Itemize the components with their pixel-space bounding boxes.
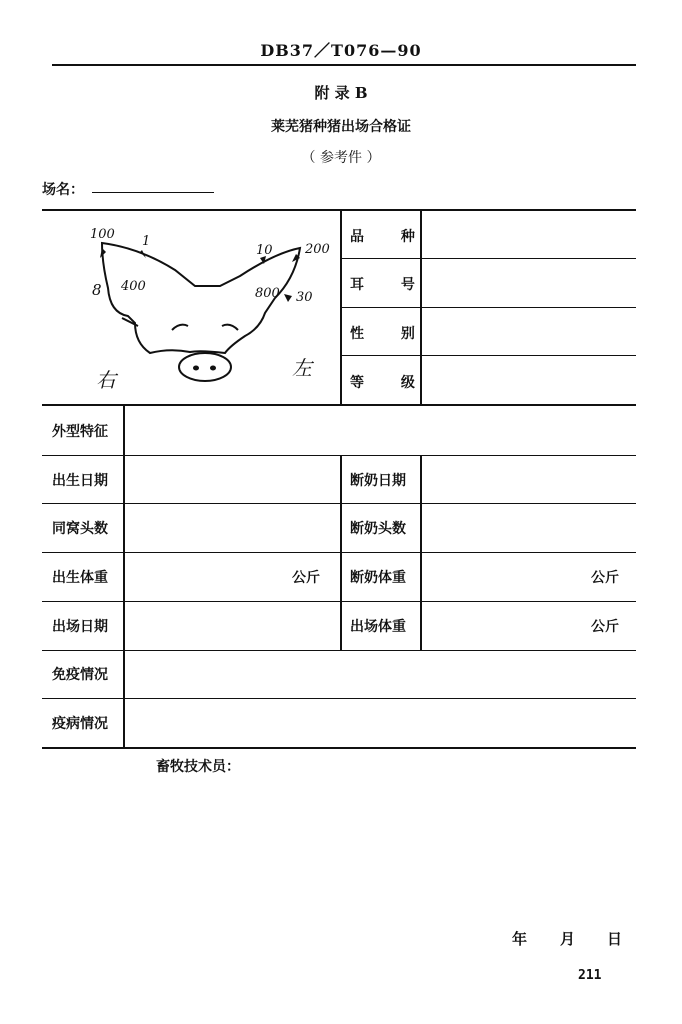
row-line-6 xyxy=(42,698,636,699)
grid-line-1 xyxy=(340,258,636,259)
date-month-label: 月 xyxy=(560,930,576,948)
middle-divider xyxy=(340,455,342,650)
ear-notch-30 xyxy=(284,294,292,302)
immunization-label: 免疫情况 xyxy=(52,667,108,683)
table-bottom-rule xyxy=(42,747,636,749)
grid-line-2 xyxy=(340,307,636,308)
row-line-5 xyxy=(42,650,636,651)
pig-eye-left xyxy=(222,325,238,330)
row-line-appearance-top xyxy=(42,404,636,406)
grid-line-3 xyxy=(340,355,636,356)
left-side-label: 左 xyxy=(292,356,312,380)
ear-number-30: 30 xyxy=(296,290,313,305)
label-column-divider xyxy=(123,406,125,747)
pig-nostril-left xyxy=(193,366,199,371)
right-side-label: 右 xyxy=(96,368,116,392)
date-day-label: 日 xyxy=(607,930,623,948)
page-number: 211 xyxy=(578,968,602,983)
technician-label: 畜牧技术员： xyxy=(156,759,240,775)
pig-nostril-right xyxy=(210,366,216,371)
litter-size-label: 同窝头数 xyxy=(52,521,108,537)
exit-weight-label: 出场体重 xyxy=(350,619,406,635)
pig-snout xyxy=(179,353,231,381)
ear-number-10: 10 xyxy=(256,243,273,258)
ear-number-800: 800 xyxy=(255,286,280,301)
grade-label: 等 级 xyxy=(350,375,431,391)
certificate-title: 莱芜猪种猪出场合格证 xyxy=(271,119,411,135)
birth-date-label: 出生日期 xyxy=(52,473,108,489)
header-rule xyxy=(52,64,636,66)
reference-note: （ 参考件 ） xyxy=(301,150,381,166)
weaning-weight-unit: 公斤 xyxy=(591,570,619,586)
weaned-count-label: 断奶头数 xyxy=(350,521,406,537)
ear-number-200: 200 xyxy=(305,242,330,257)
exit-date-label: 出场日期 xyxy=(52,619,108,635)
ear-number-label: 耳 号 xyxy=(350,277,431,293)
document-code: DB37／T076—90 xyxy=(260,41,422,60)
table-top-rule xyxy=(42,209,636,211)
date-year-label: 年 xyxy=(512,930,528,948)
appendix-title: 附 录 B xyxy=(314,84,368,102)
exit-weight-unit: 公斤 xyxy=(591,619,619,635)
weaning-date-label: 断奶日期 xyxy=(350,473,406,489)
appearance-label: 外型特征 xyxy=(52,424,108,440)
ear-number-400: 400 xyxy=(121,279,146,294)
ear-number-100: 100 xyxy=(90,227,115,242)
birth-weight-unit: 公斤 xyxy=(292,570,320,586)
ear-number-1: 1 xyxy=(142,234,151,249)
row-line-2 xyxy=(42,503,636,504)
birth-weight-label: 出生体重 xyxy=(52,570,108,586)
row-line-4 xyxy=(42,601,636,602)
row-line-3 xyxy=(42,552,636,553)
farm-name-field[interactable] xyxy=(92,192,214,193)
breed-label: 品 种 xyxy=(350,229,431,245)
farm-name-label: 场名： xyxy=(42,182,84,198)
weaning-weight-label: 断奶体重 xyxy=(350,570,406,586)
sex-label: 性 别 xyxy=(350,326,431,342)
disease-label: 疫病情况 xyxy=(52,716,108,732)
right-label-divider xyxy=(420,455,422,650)
pig-eye-right xyxy=(172,325,188,330)
ear-number-8: 8 xyxy=(92,281,102,299)
row-line-1 xyxy=(42,455,636,456)
